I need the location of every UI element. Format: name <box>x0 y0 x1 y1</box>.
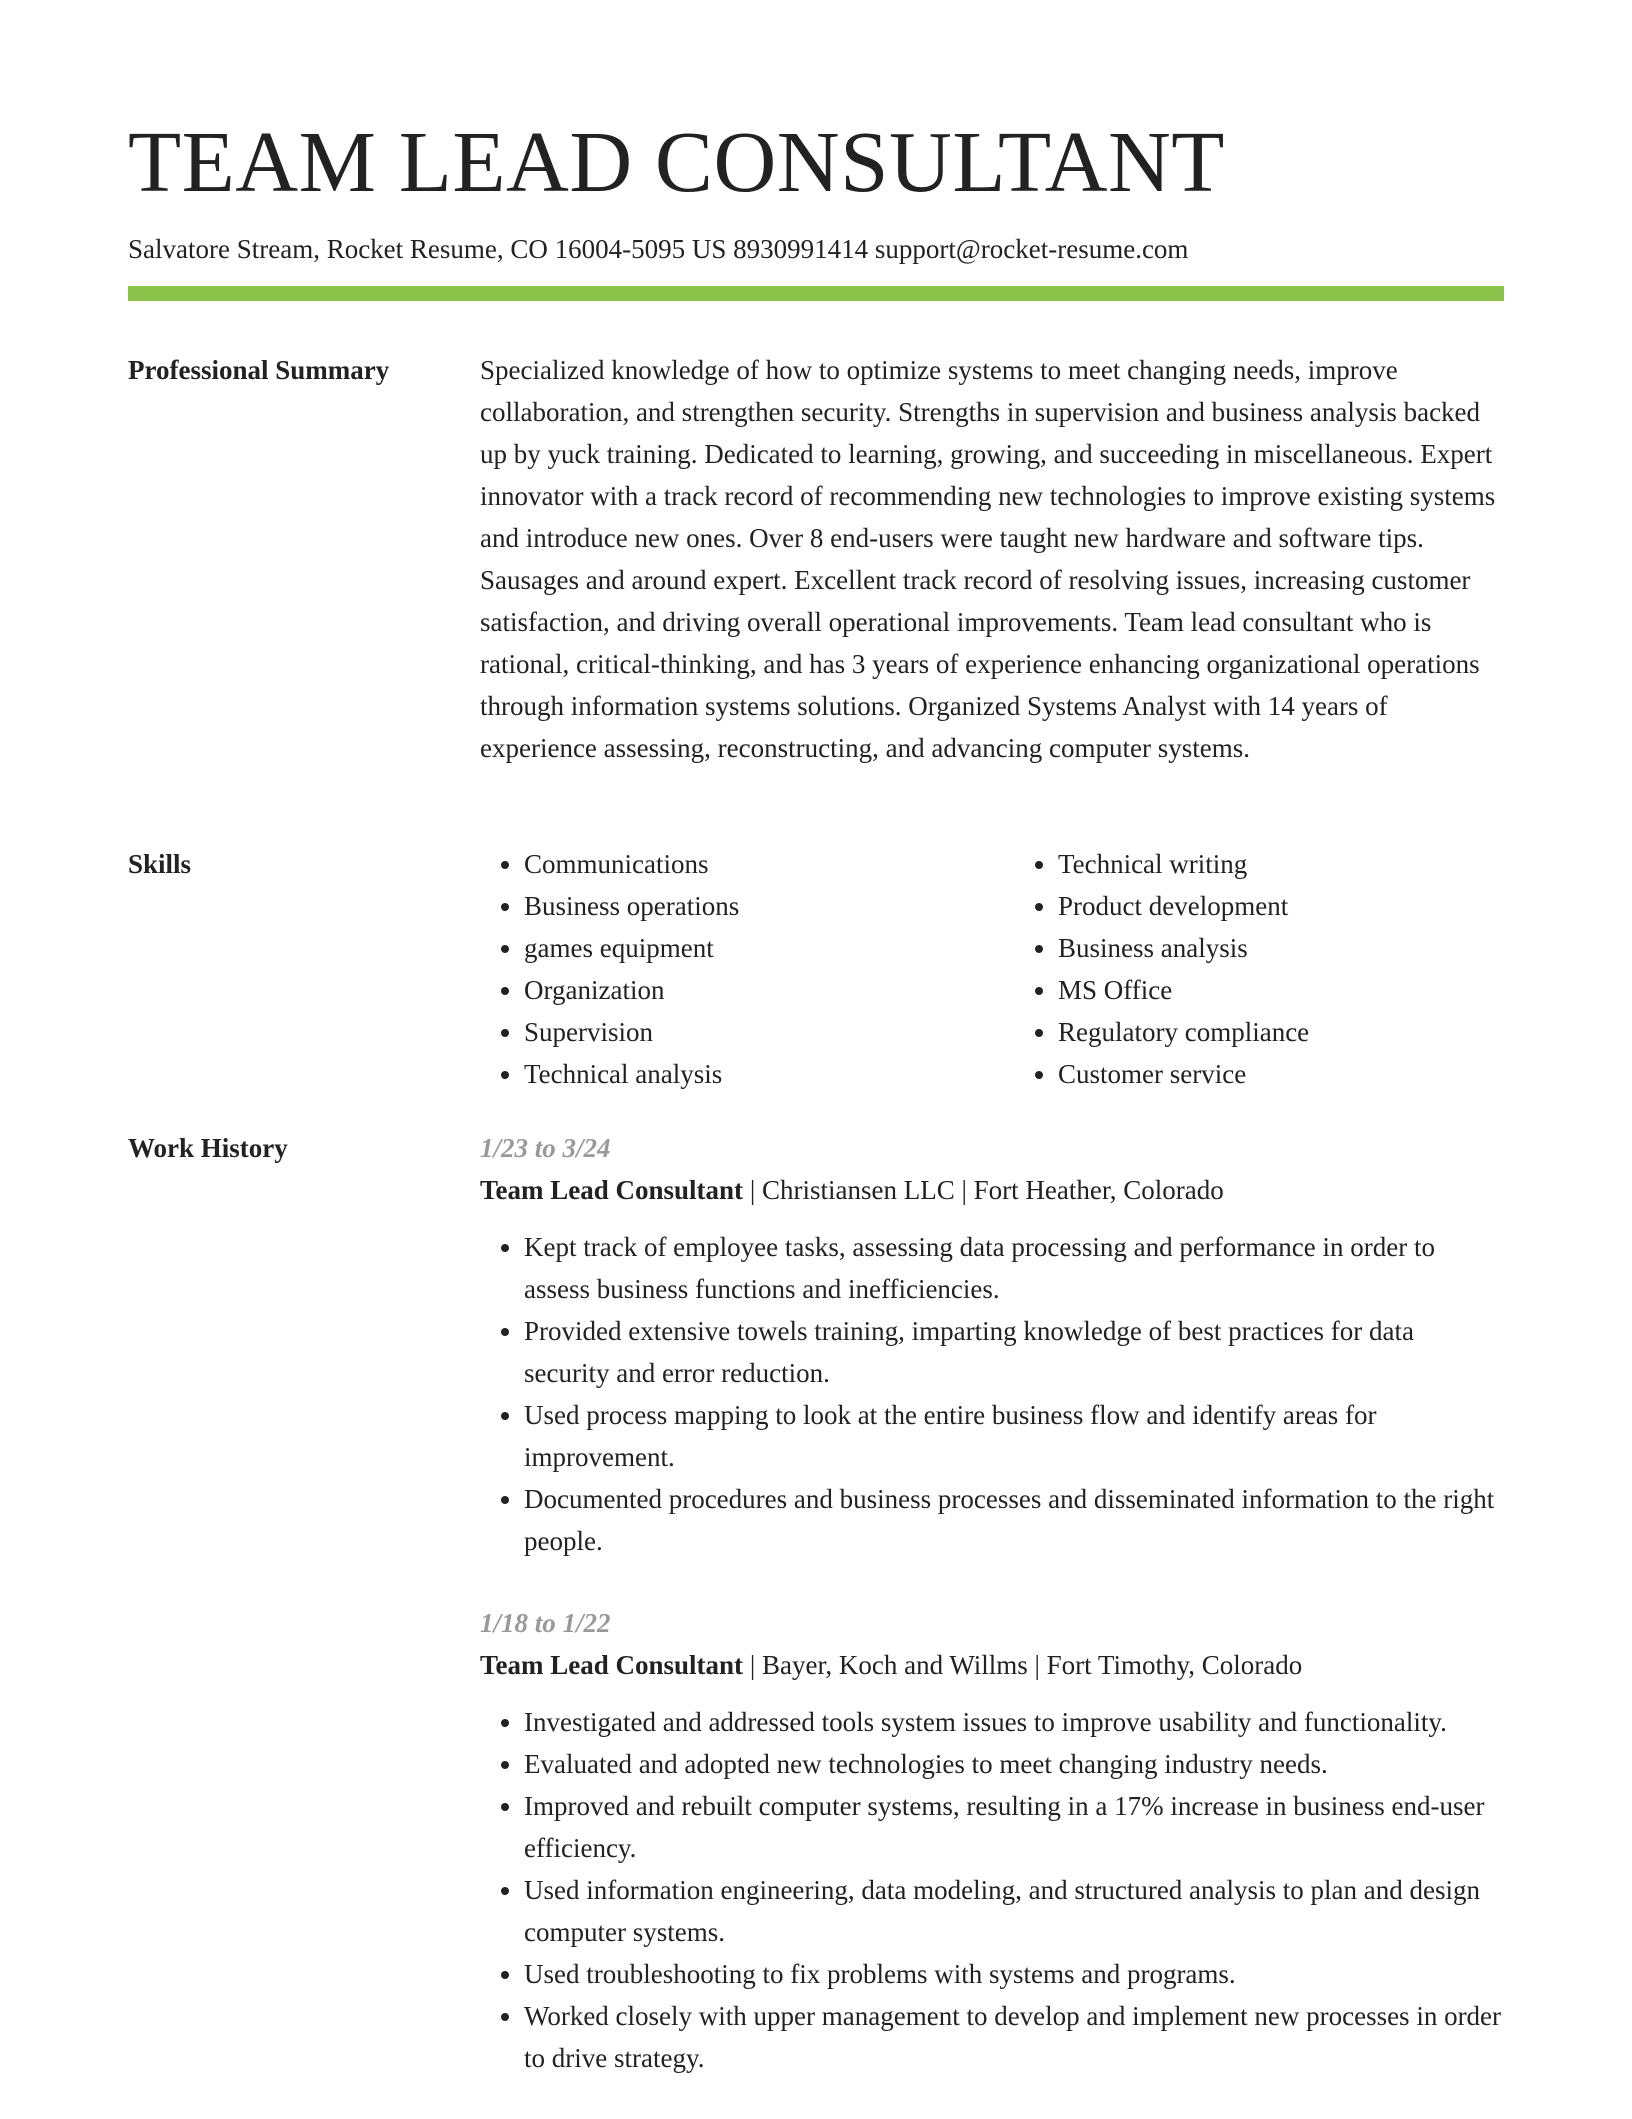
summary-body <box>480 349 1504 769</box>
skill-item: • MS Office <box>1058 969 1504 1011</box>
skills-body <box>480 843 1504 1095</box>
skill-item: • Customer service <box>1058 1053 1504 1095</box>
skill-item: • Technical analysis <box>524 1053 970 1095</box>
duty-item: • Used information engineering, data modeling, and structured analysis to plan and design computer systems. <box>524 1869 1504 1953</box>
skill-item: • Communications <box>524 843 970 885</box>
job-dates: 1/23 to 3/24 <box>480 1133 611 1163</box>
skill-item: • Supervision <box>524 1011 970 1053</box>
duty-item: • Used process mapping to look at the entire business flow and identify areas for improvement. <box>524 1394 1504 1478</box>
job-entry <box>480 1127 1504 1562</box>
summary-text: Specialized knowledge of how to optimize systems to meet changing needs, improve collaboration, and strengthen security. Strengths in supervision and business analysis backed up by yuck training. Dedicated to learning, growing, and succeeding in miscellaneous. Expert innovator with a track record of recommending new technologies to improve existing systems and introduce new ones. Over 8 end-users were taught new hardware and software tips. Sausages and around expert. Excellent track record of resolving issues, increasing customer satisfaction, and driving overall operational improvements. Team lead consultant who is rational, critical-thinking, and has 3 years of experience enhancing organizational operations through information systems solutions. Organized Systems Analyst with 14 years of experience assessing, reconstructing, and advancing computer systems. <box>480 355 1496 763</box>
duty-item: • Documented procedures and business processes and disseminated information to the right people. <box>524 1478 1504 1562</box>
contact-info: Salvatore Stream, Rocket Resume, CO 16004-5095 US 8930991414 support@rocket-resume.com <box>128 234 1189 264</box>
skills-list-left <box>480 843 970 1095</box>
header-divider <box>128 286 1504 301</box>
duty-item: • Used troubleshooting to fix problems with systems and programs. <box>524 1953 1504 1995</box>
job-heading <box>480 1169 1504 1211</box>
work-history-heading: Work History <box>128 1133 288 1163</box>
skill-item: • Regulatory compliance <box>1058 1011 1504 1053</box>
job-title: Team Lead Consultant <box>480 1650 744 1680</box>
skill-item: • Business operations <box>524 885 970 927</box>
duty-item: • Kept track of employee tasks, assessing data processing and performance in order to assess business functions and inefficiencies. <box>524 1226 1504 1310</box>
skill-item: • Product development <box>1058 885 1504 927</box>
skills-heading: Skills <box>128 849 192 879</box>
skill-item: • games equipment <box>524 927 970 969</box>
job-company-location: | Christiansen LLC | Fort Heather, Colorado <box>743 1175 1224 1205</box>
job-heading <box>480 1644 1504 1686</box>
job-duties <box>480 1701 1504 2079</box>
job-duties <box>480 1226 1504 1562</box>
duty-item: • Investigated and addressed tools system issues to improve usability and functionality. <box>524 1701 1504 1743</box>
skill-item: • Technical writing <box>1058 843 1504 885</box>
duty-item: • Provided extensive towels training, imparting knowledge of best practices for data security and error reduction. <box>524 1310 1504 1394</box>
job-company-location: | Bayer, Koch and Willms | Fort Timothy, Colorado <box>743 1650 1303 1680</box>
work-history-body <box>480 1127 1504 2119</box>
skills-columns <box>480 843 1504 1095</box>
skill-item: • Organization <box>524 969 970 1011</box>
job-title: Team Lead Consultant <box>480 1175 744 1205</box>
skill-item: • Business analysis <box>1058 927 1504 969</box>
duty-item: • Improved and rebuilt computer systems, resulting in a 17% increase in business end-user efficiency. <box>524 1785 1504 1869</box>
job-dates: 1/18 to 1/22 <box>480 1608 611 1638</box>
resume-name: TEAM LEAD CONSULTANT <box>128 113 1225 210</box>
skills-list-right <box>1014 843 1504 1095</box>
job-entry <box>480 1602 1504 2079</box>
duty-item: • Evaluated and adopted new technologies to meet changing industry needs. <box>524 1743 1504 1785</box>
duty-item: • Worked closely with upper management to develop and implement new processes in order to drive strategy. <box>524 1995 1504 2079</box>
summary-heading: Professional Summary <box>128 355 390 385</box>
